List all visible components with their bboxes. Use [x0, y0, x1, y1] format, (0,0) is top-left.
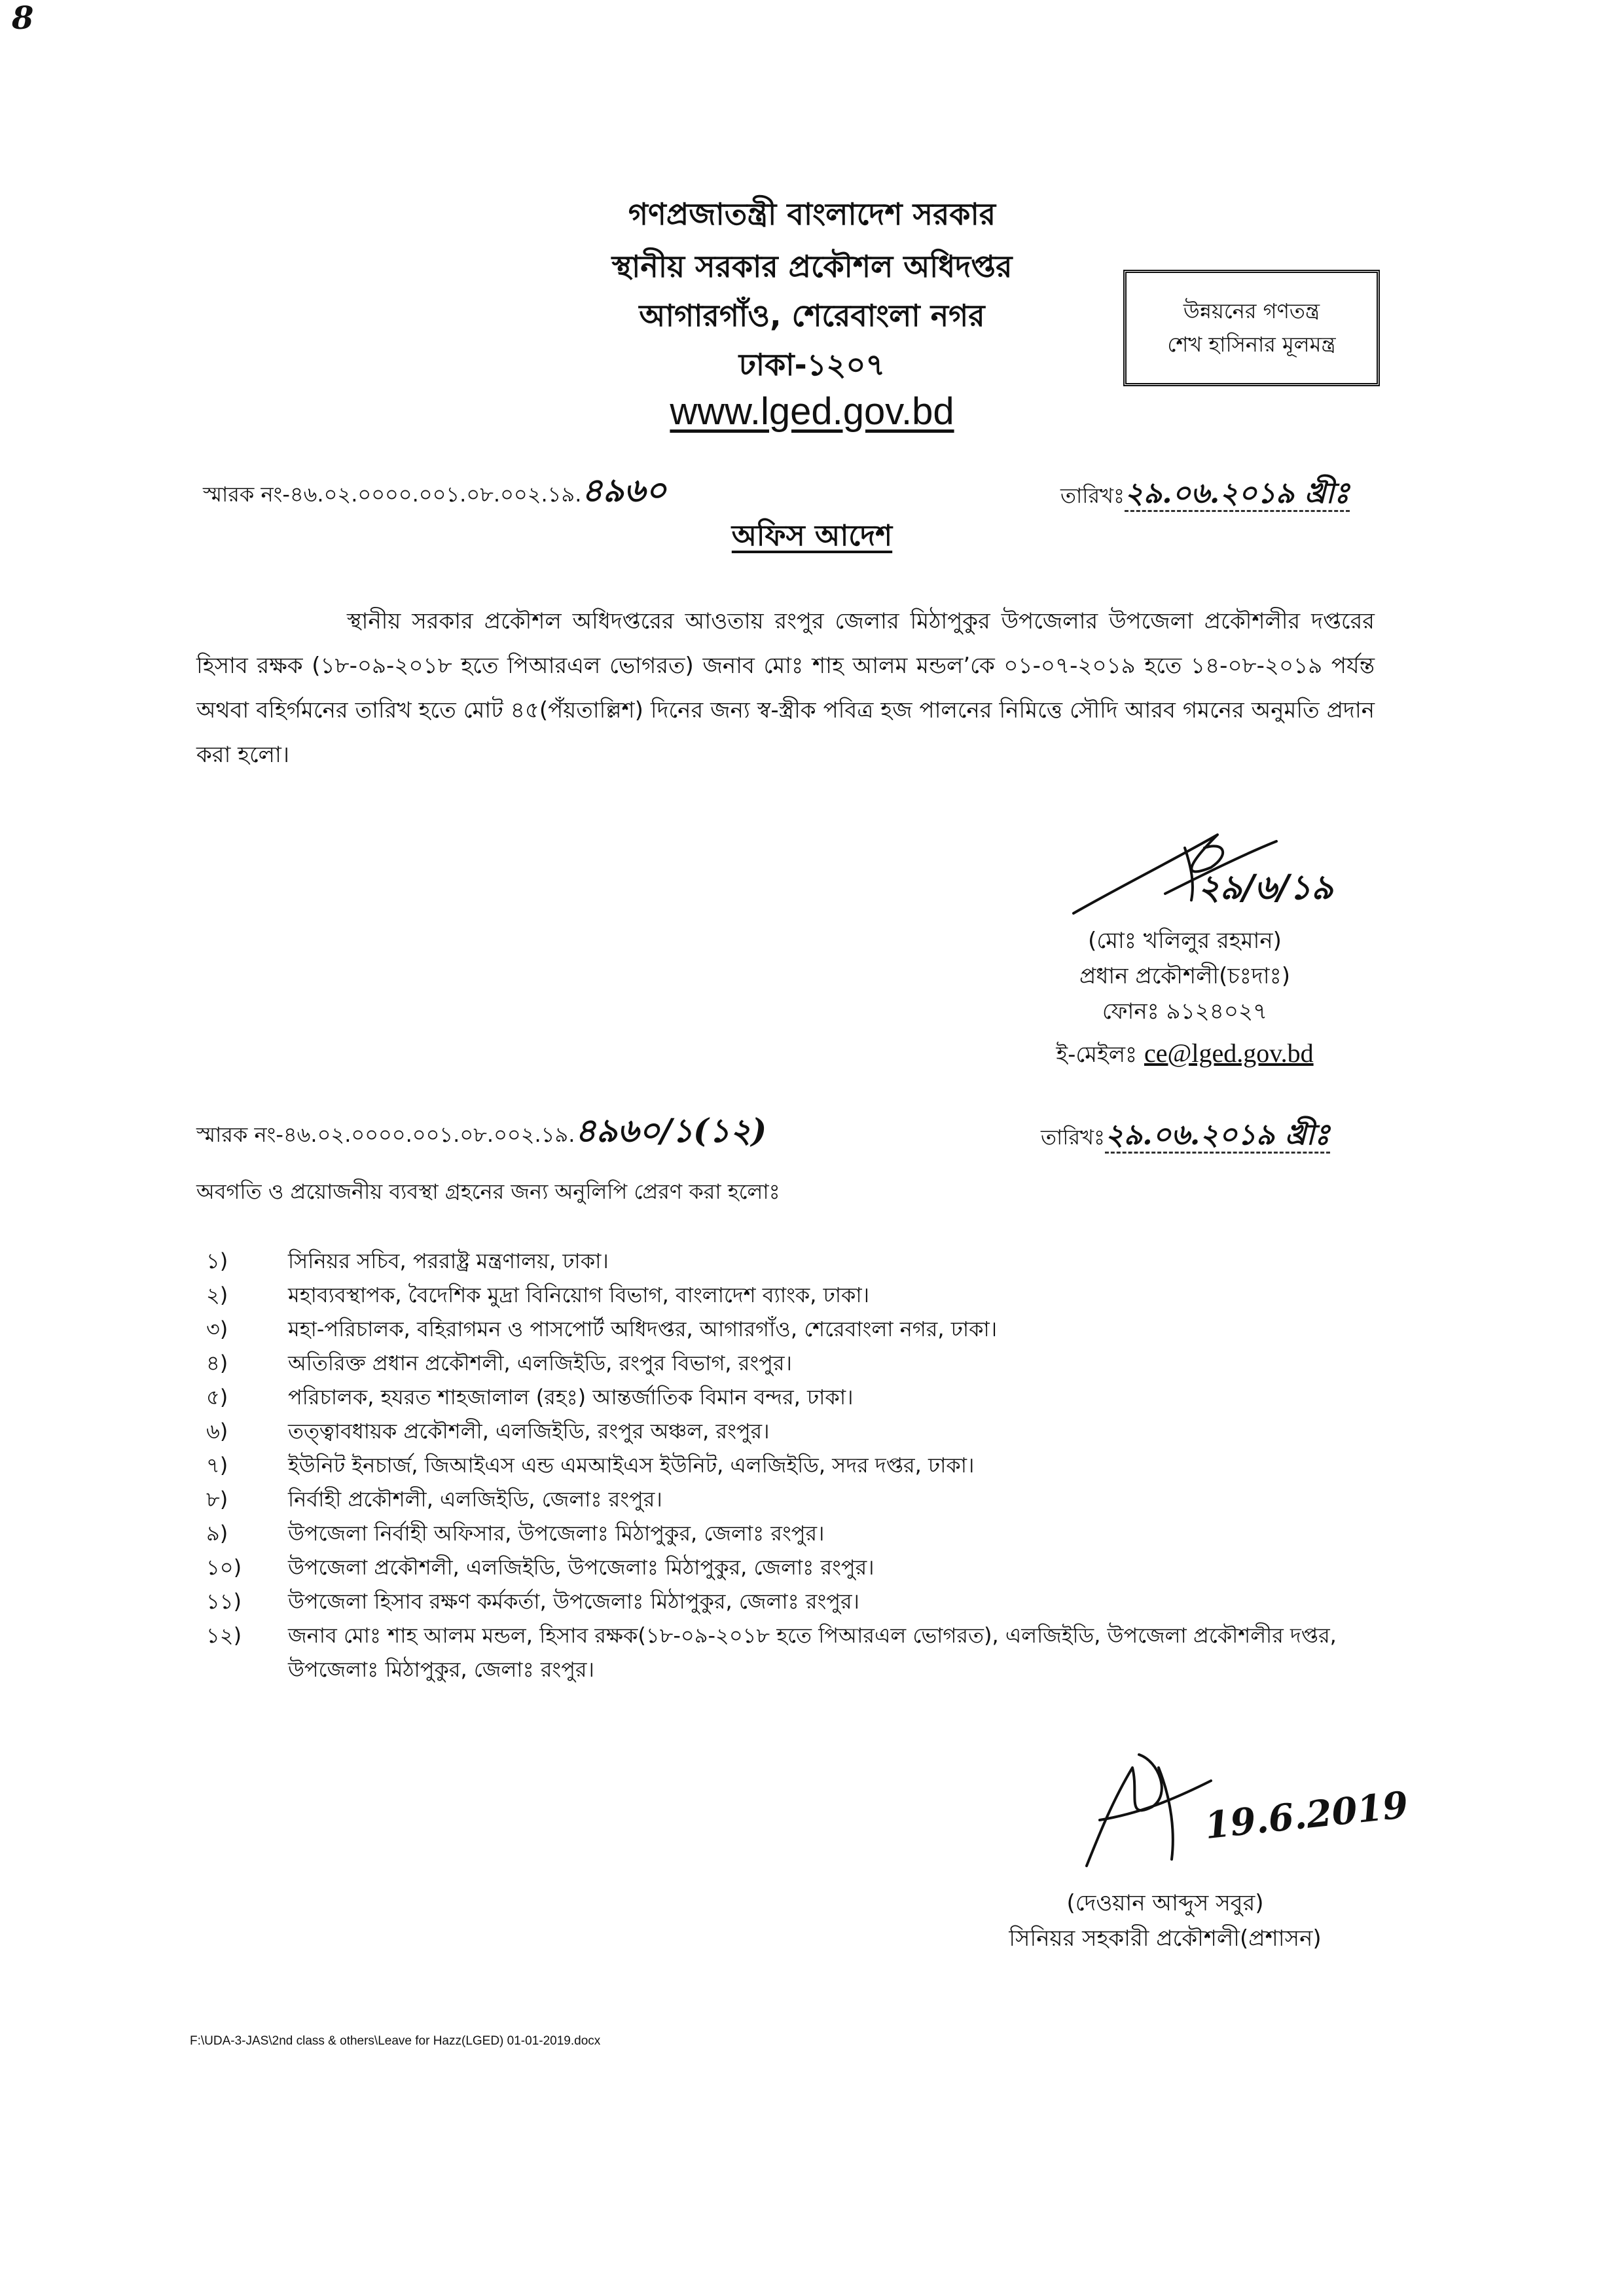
- recipient-text: মহাব্যবস্থাপক, বৈদেশিক মুদ্রা বিনিয়োগ বিভাগ, বাংলাদেশ ব্যাংক, ঢাকা।: [288, 1283, 870, 1307]
- copy-date-label: তারিখঃ: [1041, 1125, 1106, 1150]
- email-label: ই-মেইলঃ: [1056, 1042, 1144, 1068]
- recipient-number: ৫): [206, 1385, 228, 1410]
- memo-prefix: স্মারক নং-৪৬.০২.০০০০.০০১.০৮.০০২.১৯.: [203, 482, 582, 507]
- recipient-item: [196, 1312, 1407, 1346]
- order-body: স্থানীয় সরকার প্রকৌশল অধিদপ্তরের আওতায় রংপুর জেলার মিঠাপুকুর উপজেলার উপজেলা প্রকৌশলীর দপ্তরের হিসাব রক্ষক (১৮-০৯-২০১৮ হতে পিআরএল ভোগরত) জনাব মোঃ শাহ আলম মন্ডল’কে ০১-০৭-২০১৯ হতে ১৪-০৮-২০১৯ পর্যন্ত অথবা বহির্গমনের তারিখ হতে মোট ৪৫(পঁয়তাল্লিশ) দিনের জন্য স্ব-স্ত্রীক পবিত্র হজ পালনের নিমিত্তে সৌদি আরব গমনের অনুমতি প্রদান করা হলো।: [196, 608, 1375, 768]
- recipient-item: [196, 1584, 1407, 1618]
- order-date-handwritten: ২৯.০৬.২০১৯ খ্রীঃ: [1125, 477, 1349, 512]
- motto-line-2: শেখ হাসিনার মূলমন্ত্র: [1167, 332, 1336, 357]
- memo-handwritten-number: ৪৯৬০: [581, 471, 667, 509]
- website-link[interactable]: www.lged.gov.bd: [670, 390, 954, 433]
- recipient-item: [196, 1346, 1407, 1380]
- copy-intro: অবগতি ও প্রয়োজনীয় ব্যবস্থা গ্রহনের জন্য অনুলিপি প্রেরণ করা হলোঃ: [196, 1179, 780, 1204]
- address-line: আগারগাঁও, শেরেবাংলা নগর: [639, 298, 985, 333]
- recipient-text: অতিরিক্ত প্রধান প্রকৌশলী, এলজিইডি, রংপুর বিভাগ, রংপুর।: [288, 1351, 792, 1376]
- recipient-number: ৯): [206, 1521, 228, 1546]
- order-date: [1060, 471, 1350, 519]
- city-line: ঢাকা-১২০৭: [738, 347, 886, 382]
- recipient-number: ৪): [206, 1351, 228, 1376]
- recipient-number: ১০): [206, 1555, 242, 1580]
- recipient-number: ৬): [206, 1419, 228, 1444]
- recipient-text: জনাব মোঃ শাহ আলম মন্ডল, হিসাব রক্ষক(১৮-০৯-২০১৮ হতে পিআরএল ভোগরত), এলজিইডি, উপজেলা প্রকৌশলীর দপ্তর, উপজেলাঃ মিঠাপুকুর, জেলাঃ রংপুর।: [288, 1623, 1337, 1682]
- copy-date-handwritten: ২৯.০৬.২০১৯ খ্রীঃ: [1105, 1118, 1329, 1154]
- recipient-number: ৭): [206, 1453, 228, 1478]
- recipient-item: [196, 1244, 1407, 1278]
- recipient-number: ২): [206, 1283, 228, 1307]
- recipient-item: [196, 1448, 1407, 1482]
- recipient-number: ৮): [206, 1487, 228, 1512]
- recipient-number: ১১): [206, 1589, 242, 1614]
- order-title: অফিস আদেশ: [731, 519, 893, 553]
- date-label: তারিখঃ: [1060, 483, 1125, 508]
- signatory-1-phone: ফোনঃ ৯১২৪০২৭: [1102, 998, 1268, 1025]
- department-name: স্থানীয় সরকার প্রকৌশল অধিদপ্তর: [611, 249, 1013, 284]
- recipient-item: [196, 1278, 1407, 1312]
- motto-box: [1123, 270, 1380, 386]
- recipient-number: ৩): [206, 1317, 228, 1341]
- email-link[interactable]: ce@lged.gov.bd: [1144, 1038, 1314, 1068]
- recipient-text: উপজেলা প্রকৌশলী, এলজিইডি, উপজেলাঃ মিঠাপুকুর, জেলাঃ রংপুর।: [288, 1555, 875, 1580]
- footer-file-path: F:\UDA-3-JAS\2nd class & others\Leave for Hazz(LGED) 01-01-2019.docx: [190, 2034, 601, 2048]
- signatory-2-name: (দেওয়ান আব্দুস সবুর): [1066, 1890, 1264, 1916]
- signatory-1-block: [982, 923, 1388, 1029]
- recipient-text: ইউনিট ইনচার্জ, জিআইএস এন্ড এমআইএস ইউনিট, এলজিইডি, সদর দপ্তর, ঢাকা।: [288, 1453, 975, 1478]
- recipient-text: উপজেলা হিসাব রক্ষণ কর্মকর্তা, উপজেলাঃ মিঠাপুকুর, জেলাঃ রংপুর।: [288, 1589, 859, 1614]
- signature-date-1: ২৯/৬/১৯: [1198, 867, 1333, 907]
- recipient-text: উপজেলা নির্বাহী অফিসার, উপজেলাঃ মিঠাপুকুর, জেলাঃ রংপুর।: [288, 1521, 825, 1546]
- recipient-item: [196, 1618, 1407, 1686]
- recipient-text: নির্বাহী প্রকৌশলী, এলজিইডি, জেলাঃ রংপুর।: [288, 1487, 662, 1512]
- signatory-2-designation: সিনিয়র সহকারী প্রকৌশলী(প্রশাসন): [1009, 1925, 1322, 1952]
- recipient-number: ১২): [206, 1623, 242, 1648]
- recipient-item: [196, 1482, 1407, 1516]
- recipient-item: [196, 1550, 1407, 1584]
- government-name: গণপ্রজাতন্ত্রী বাংলাদেশ সরকার: [628, 196, 996, 232]
- corner-page-mark: 8: [12, 0, 34, 37]
- recipient-text: তত্ত্বাবধায়ক প্রকৌশলী, এলজিইডি, রংপুর অঞ্চল, রংপুর।: [288, 1419, 770, 1444]
- signatory-1-email-row: [982, 1038, 1388, 1075]
- motto-line-1: উন্নয়নের গণতন্ত্র: [1183, 298, 1320, 323]
- recipient-number: ১): [206, 1248, 228, 1273]
- recipient-text: পরিচালক, হযরত শাহজালাল (রহঃ) আন্তর্জাতিক বিমান বন্দর, ঢাকা।: [288, 1385, 854, 1410]
- signatory-2-block: [929, 1886, 1401, 1956]
- recipient-text: সিনিয়র সচিব, পররাষ্ট্র মন্ত্রণালয়, ঢাকা।: [288, 1248, 609, 1273]
- recipient-item: [196, 1516, 1407, 1550]
- copy-memo-prefix: স্মারক নং-৪৬.০২.০০০০.০০১.০৮.০০২.১৯.: [196, 1122, 575, 1147]
- signature-date-2: 19.6.2019: [1202, 1783, 1411, 1848]
- order-memo-number: [203, 466, 666, 520]
- copy-memo-handwritten: ৪৯৬০/১(১২): [575, 1111, 767, 1150]
- recipient-list: [196, 1244, 1407, 1686]
- recipient-item: [196, 1414, 1407, 1448]
- copy-memo-number: [196, 1106, 767, 1161]
- recipient-item: [196, 1380, 1407, 1414]
- copy-date: [1041, 1113, 1330, 1161]
- signatory-1-designation: প্রধান প্রকৌশলী(চঃদাঃ): [1079, 963, 1290, 989]
- recipient-text: মহা-পরিচালক, বহিরাগমন ও পাসপোর্ট অধিদপ্তর, আগারগাঁও, শেরেবাংলা নগর, ঢাকা।: [288, 1317, 998, 1341]
- signatory-1-name: (মোঃ খলিলুর রহমান): [1088, 928, 1282, 954]
